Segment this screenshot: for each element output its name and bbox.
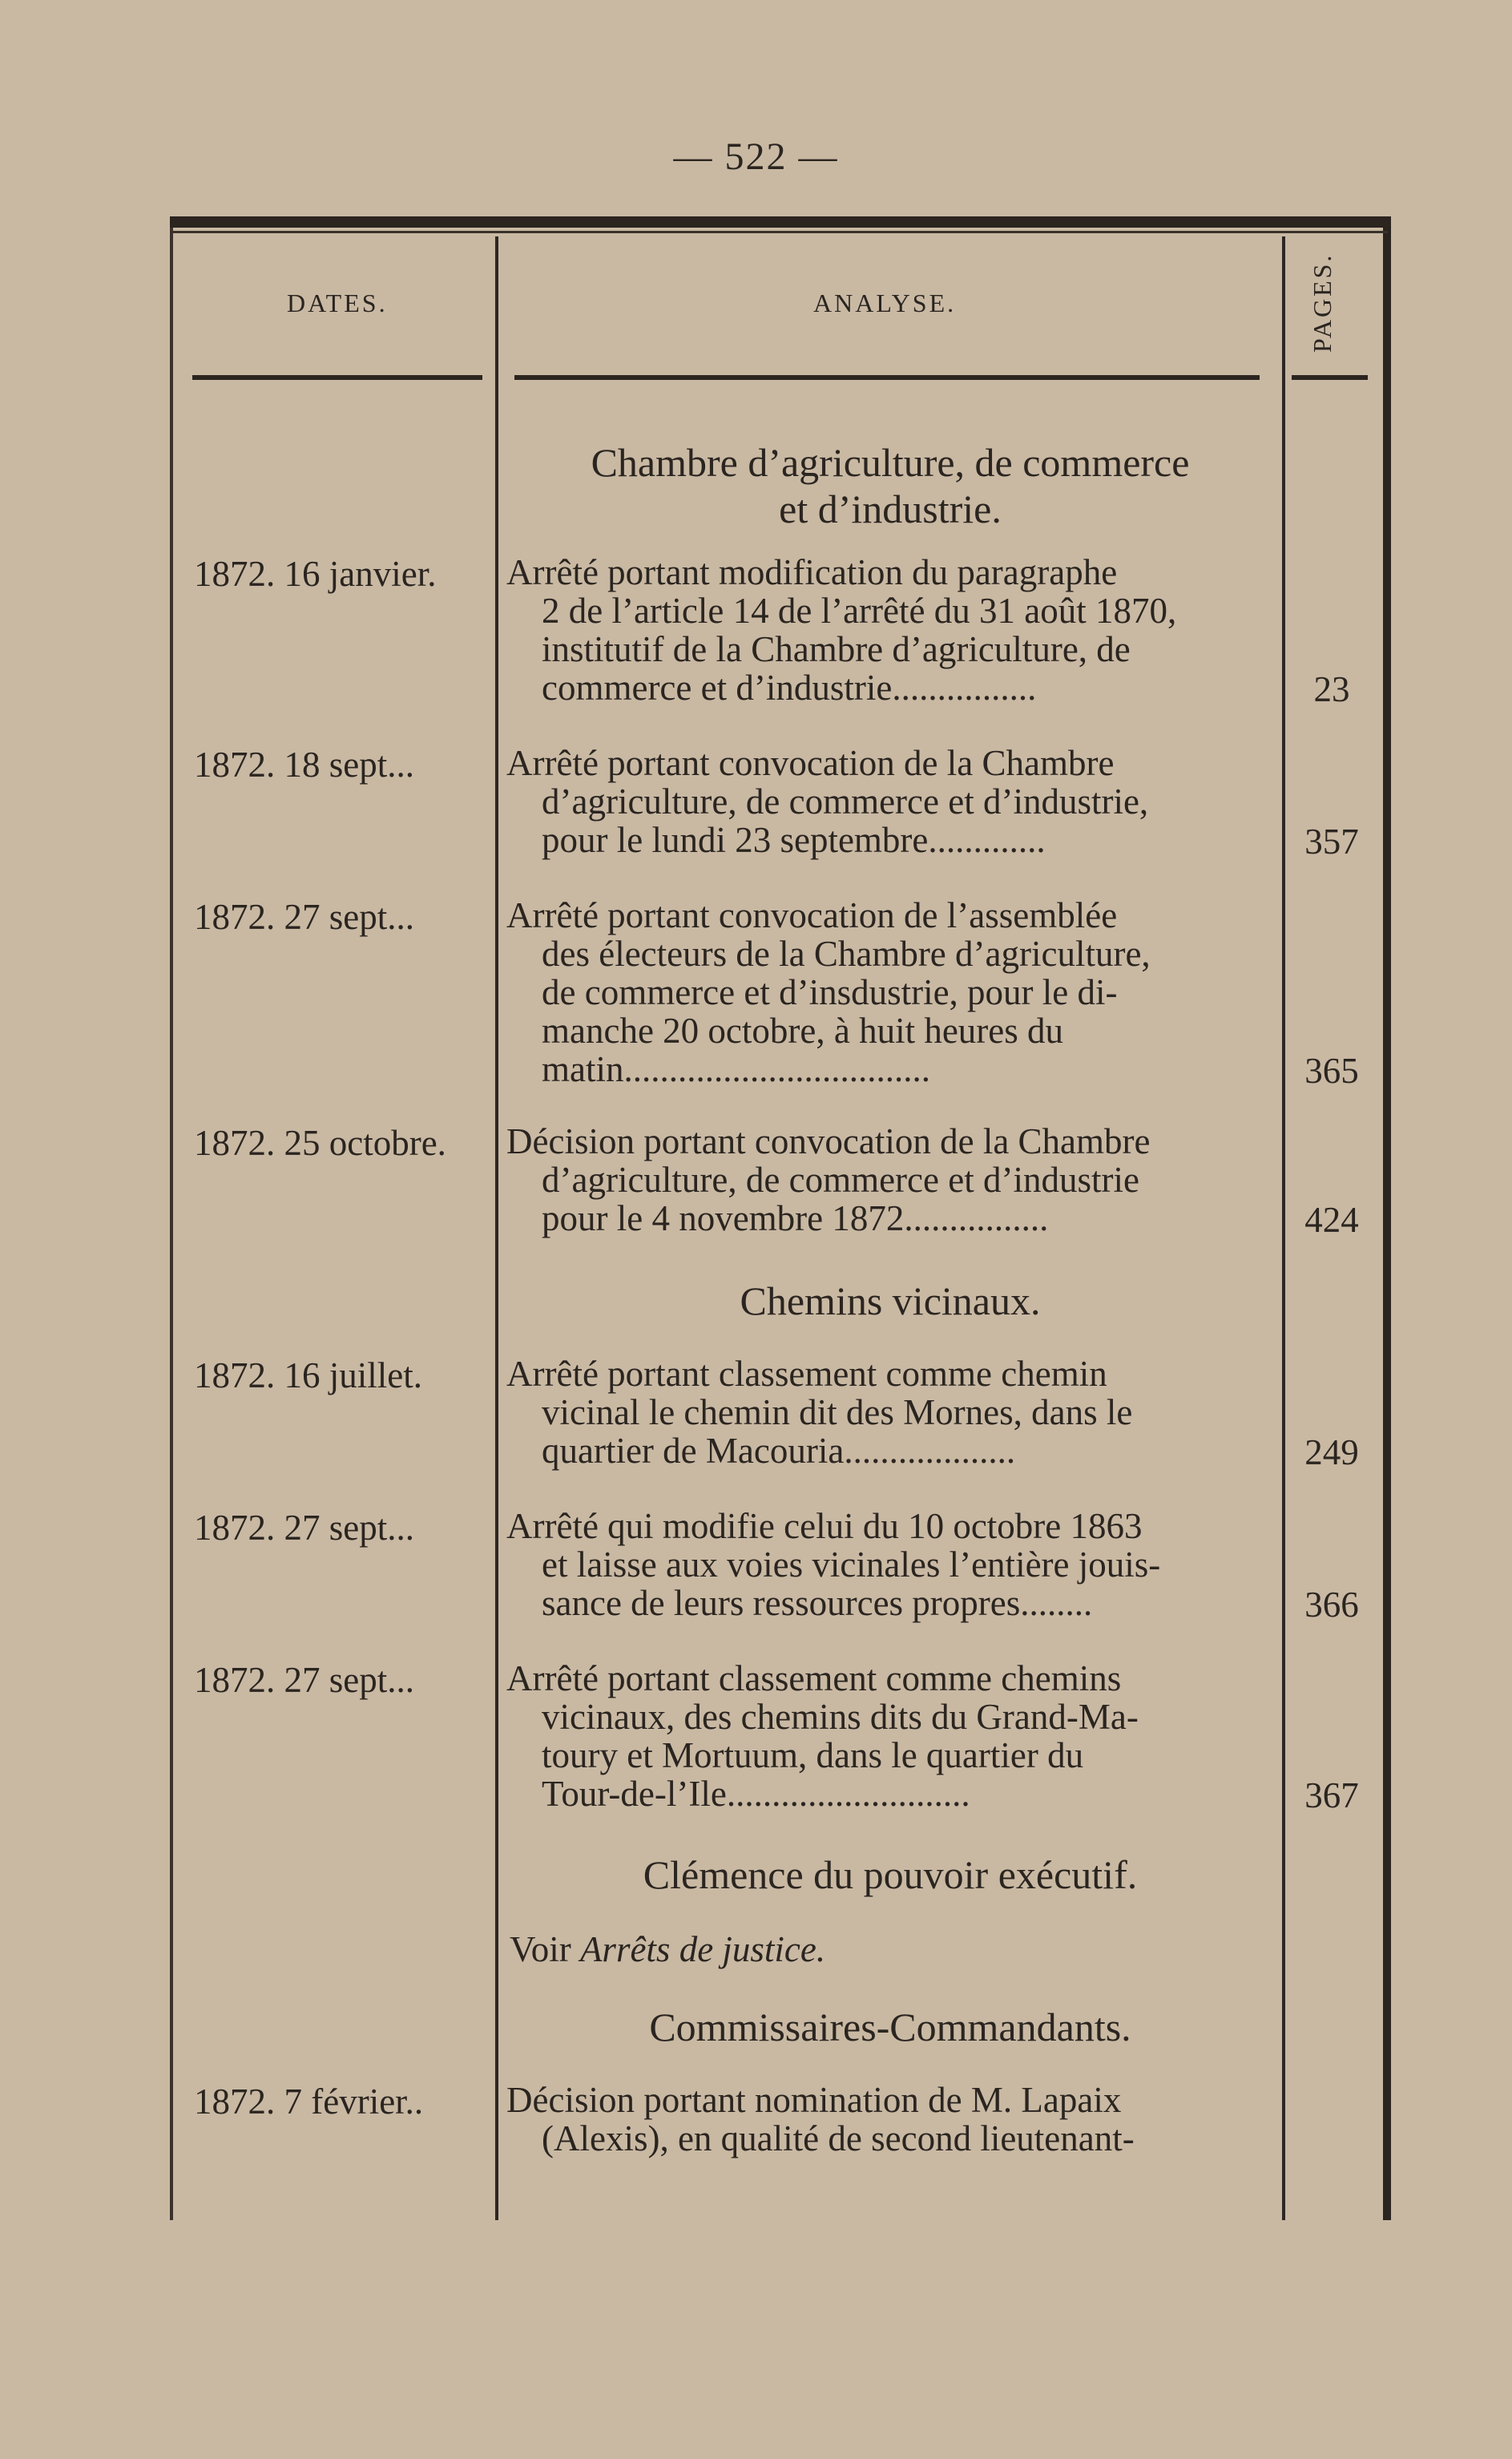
- header-dates: DATES.: [287, 289, 388, 317]
- column-divider-pages: [1282, 236, 1285, 2220]
- page-number: — 522 —: [673, 135, 839, 178]
- entry-page: 367: [1304, 1775, 1359, 1815]
- entry-text: Arrêté portant classement comme chemins vicinaux, des chemins dits du Grand-Ma- toury et Mortuum, dans le quartier du Tour-de-l’Ile...........................: [506, 1658, 1139, 1814]
- entry-page: 366: [1304, 1585, 1359, 1625]
- entry-date: 1872. 18 sept...: [194, 745, 414, 785]
- see-also-reference: Voir Arrêts de justice.: [510, 1929, 826, 1969]
- header-rule: [192, 375, 482, 380]
- header-pages: PAGES.: [1308, 252, 1337, 353]
- entry-date: 1872. 16 janvier.: [194, 554, 437, 594]
- entry-page: 23: [1313, 669, 1350, 709]
- entry-text: Arrêté portant classement comme chemin vicinal le chemin dit des Mornes, dans le quartier de Macouria...................: [506, 1354, 1133, 1471]
- column-divider-dates: [495, 236, 498, 2220]
- section-title: Commissaires-Commandants.: [649, 2005, 1131, 2049]
- section-title: Clémence du pouvoir exécutif.: [643, 1852, 1138, 1897]
- entry-date: 1872. 27 sept...: [194, 1660, 414, 1700]
- top-rule: [170, 216, 1388, 228]
- entry-date: 1872. 16 juillet.: [194, 1355, 422, 1395]
- entry-text: Arrêté portant convocation de l’assemblée des électeurs de la Chambre d’agriculture, de commerce et d’insdustrie, pour le di- manche 20 octobre, à huit heures du matin..................................: [506, 895, 1151, 1089]
- top-rule-thin: [170, 231, 1388, 233]
- entry-page: 424: [1304, 1200, 1359, 1240]
- entry-page: 249: [1304, 1432, 1359, 1472]
- header-rule: [514, 375, 1260, 380]
- section-title: Chemins vicinaux.: [740, 1278, 1041, 1323]
- header-rule: [1292, 375, 1368, 380]
- entry-text: Décision portant nomination de M. Lapaix (Alexis), en qualité de second lieutenant-: [506, 2080, 1135, 2158]
- entry-text: Arrêté qui modifie celui du 10 octobre 1863 et laisse aux voies vicinales l’entière jouis- sance de leurs ressources propres........: [506, 1506, 1161, 1623]
- entry-date: 1872. 27 sept...: [194, 1508, 414, 1548]
- entry-page: 357: [1304, 822, 1359, 862]
- entry-text: Décision portant convocation de la Chambre d’agriculture, de commerce et d’industrie pour le 4 novembre 1872................: [506, 1121, 1151, 1238]
- entry-date: 1872. 7 février..: [194, 2081, 424, 2122]
- entry-text: Arrêté portant modification du paragraphe 2 de l’article 14 de l’arrêté du 31 août 1870, institutif de la Chambre d’agriculture, de commerce et d’industrie................: [506, 552, 1177, 708]
- entry-date: 1872. 27 sept...: [194, 897, 414, 937]
- entry-date: 1872. 25 octobre.: [194, 1123, 446, 1163]
- section-title: Chambre d’agriculture, de commerce et d’industrie.: [591, 440, 1190, 531]
- header-analyse: ANALYSE.: [813, 289, 957, 317]
- entry-page: 365: [1304, 1051, 1359, 1091]
- entry-text: Arrêté portant convocation de la Chambre d’agriculture, de commerce et d’industrie, pour le lundi 23 septembre.............: [506, 743, 1149, 860]
